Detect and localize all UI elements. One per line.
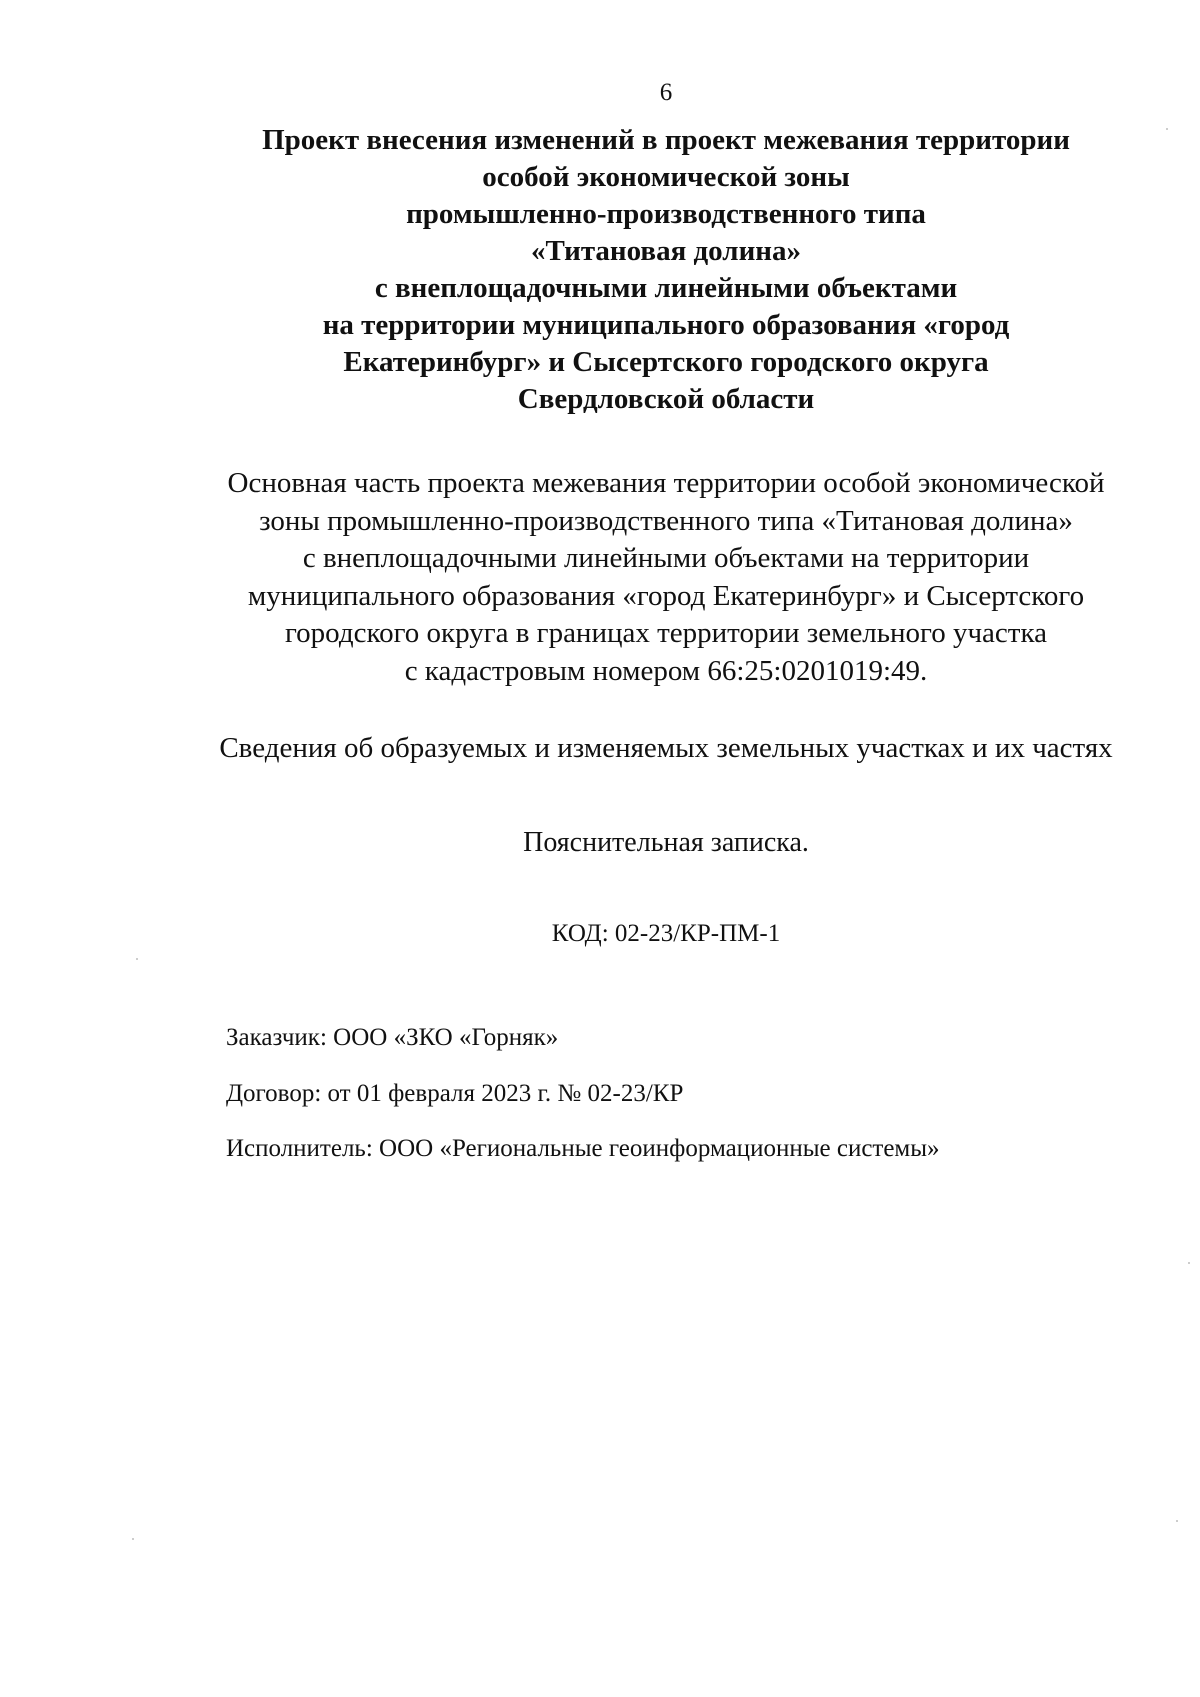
scan-speck <box>1166 128 1168 130</box>
subtitle-line: зоны промышленно-производственного типа «Титановая долина» <box>259 504 1073 537</box>
contract-label: Договор: <box>226 1080 328 1107</box>
document-code: КОД: 02-23/КР-ПМ-1 <box>551 920 781 947</box>
customer-value: ООО «ЗКО «Горняк» <box>333 1024 559 1051</box>
title-line: Екатеринбург» и Сысертского городского округа <box>343 346 989 378</box>
section-heading: Сведения об образуемых и изменяемых земельных участках и их частях <box>219 732 1113 764</box>
executor-value: ООО «Региональные геоинформационные системы» <box>379 1135 940 1162</box>
title-line: с внеплощадочными линейными объектами <box>374 272 958 304</box>
executor-label: Исполнитель: <box>226 1135 380 1162</box>
customer-line <box>226 1022 1126 1054</box>
scan-speck <box>1188 1262 1190 1264</box>
contract-line <box>226 1078 1126 1110</box>
subtitle-line: Основная часть проекта межевания территории особой экономической <box>227 467 1105 499</box>
scan-speck <box>136 958 138 960</box>
title-line: промышленно-производственного типа <box>406 198 926 230</box>
title-line: на территории муниципального образования «город <box>322 309 1010 341</box>
title-line: особой экономической зоны <box>482 161 850 193</box>
document-title <box>150 122 1182 418</box>
title-line: Проект внесения изменений в проект межевания территории <box>262 124 1070 156</box>
scan-speck <box>1176 1520 1178 1522</box>
executor-line <box>226 1133 1126 1165</box>
contract-value: от 01 февраля 2023 г. № 02-23/КР <box>327 1080 684 1107</box>
title-line: «Титановая долина» <box>531 235 801 267</box>
subtitle-line: с внеплощадочными линейными объектами на территории <box>302 542 1030 574</box>
title-line: Свердловской области <box>517 383 815 415</box>
scan-speck <box>132 1538 134 1540</box>
customer-label: Заказчик: <box>226 1024 334 1051</box>
subtitle-line: городского округа в границах территории земельного участка <box>285 617 1047 649</box>
subtitle-line: муниципального образования «город Екатеринбург» и Сысертского <box>247 579 1085 612</box>
document-subtitle <box>140 465 1192 690</box>
subtitle-line: с кадастровым номером 66:25:0201019:49. <box>404 654 928 687</box>
explanatory-note-label: Пояснительная записка. <box>523 827 809 858</box>
page-number: 6 <box>659 79 673 106</box>
